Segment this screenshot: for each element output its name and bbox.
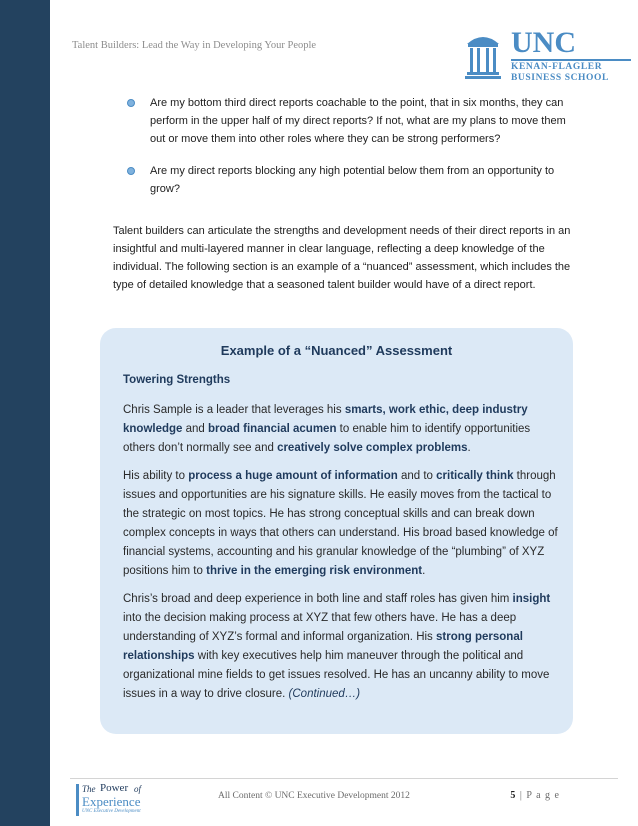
paragraph-text: Chris’s broad and deep experience in both line and staff roles has given him: [123, 593, 513, 605]
logo-line-1: KENAN-FLAGLER: [511, 62, 603, 72]
logo-the: The: [82, 784, 96, 794]
question-list: [120, 94, 570, 212]
emphasis-bold: thrive in the emerging risk environment: [206, 565, 423, 577]
power-of-experience-logo: [76, 782, 156, 820]
footer-divider: [70, 778, 618, 779]
paragraph-text: to enable him to identify opportunities others don’t normally see and: [123, 423, 531, 454]
old-well-icon: [463, 30, 503, 80]
logo-of: of: [134, 784, 142, 794]
section-heading: Towering Strengths: [123, 374, 231, 386]
paragraph-text: into the decision making process at XYZ that few others have. He has a deep understanding of XYZ’s formal and informal organization. His: [123, 612, 517, 643]
callout-title: Example of a “Nuanced” Assessment: [220, 343, 453, 358]
paragraph-text: through issues and opportunities are his signature skills. He easily moves from the tactical to the strategic on most topics. He has strong conceptual skills and can break down complex concepts in ways that others can understand. His broad based knowledge of financial systems, accounting and his granular knowledge of the “plumbing” of XYZ positions him to: [123, 470, 558, 577]
emphasis-bold: smarts, work ethic, deep industry knowledge: [123, 404, 528, 435]
assessment-callout-box: [100, 328, 573, 734]
page-indicator: [510, 790, 560, 801]
assessment-paragraph: [123, 467, 563, 581]
page-label: | P a g e: [519, 790, 560, 801]
list-item-text: Are my direct reports blocking any high potential below them from an opportunity to grow?: [150, 165, 555, 195]
emphasis-bold: insight: [512, 593, 551, 605]
list-item-text: Are my bottom third direct reports coachable to the point, that in six months, they can perform in the upper half of my direct reports? If not, what are my plans to move them out or move them into other roles where they can be strong performers?: [150, 97, 566, 145]
emphasis-bold: critically think: [436, 470, 514, 482]
logo-power: Power: [100, 782, 129, 794]
paragraph-text: .: [467, 442, 471, 454]
paragraph-text: and to: [397, 470, 437, 482]
logo-line-2: BUSINESS SCHOOL: [511, 73, 609, 83]
document-page: [50, 0, 638, 826]
intro-paragraph: Talent builders can articulate the strengths and development needs of their direct reports in an insightful and multi-layered manner in clear language, reflecting a deep knowledge of the individual. The following section is an example of a “nuanced” assessment, which includes the type of detailed knowledge that a seasoned talent builder would have of a direct report.: [113, 225, 571, 291]
emphasis-bold: creatively solve complex problems: [277, 442, 468, 454]
paragraph-text: and: [182, 423, 209, 435]
paragraph-text: His ability to: [123, 470, 189, 482]
unc-kenan-flagler-logo: [463, 28, 633, 86]
unc-wordmark: UNC: [511, 26, 576, 59]
left-margin-bar: [0, 0, 50, 826]
assessment-paragraph: [123, 401, 563, 458]
assessment-paragraphs: [123, 401, 563, 713]
bullet-icon: [127, 167, 135, 175]
running-header: Talent Builders: Lead the Way in Developing Your People: [72, 40, 317, 51]
logo-experience: Experience: [82, 794, 141, 809]
emphasis-bold: broad financial acumen: [208, 423, 337, 435]
bullet-icon: [127, 99, 135, 107]
list-item: [120, 162, 570, 198]
emphasis-italic: (Continued…): [288, 688, 361, 700]
paragraph-text: .: [422, 565, 426, 577]
paragraph-text: Chris Sample is a leader that leverages his: [123, 404, 345, 416]
emphasis-bold: strong personal relationships: [123, 631, 523, 662]
logo-accent-bar: [76, 784, 79, 816]
copyright-notice: All Content © UNC Executive Development 2012: [218, 791, 410, 801]
assessment-paragraph: [123, 590, 563, 704]
logo-subtitle: UNC Executive Development: [82, 809, 141, 814]
page-number: 5: [510, 790, 517, 801]
paragraph-text: with key executives help him maneuver through the political and organizational mine fields to get issues resolved. He has an uncanny ability to move issues in a way to drive closure.: [123, 650, 550, 700]
list-item: [120, 94, 570, 148]
logo-divider: [511, 59, 631, 61]
emphasis-bold: process a huge amount of information: [188, 470, 398, 482]
